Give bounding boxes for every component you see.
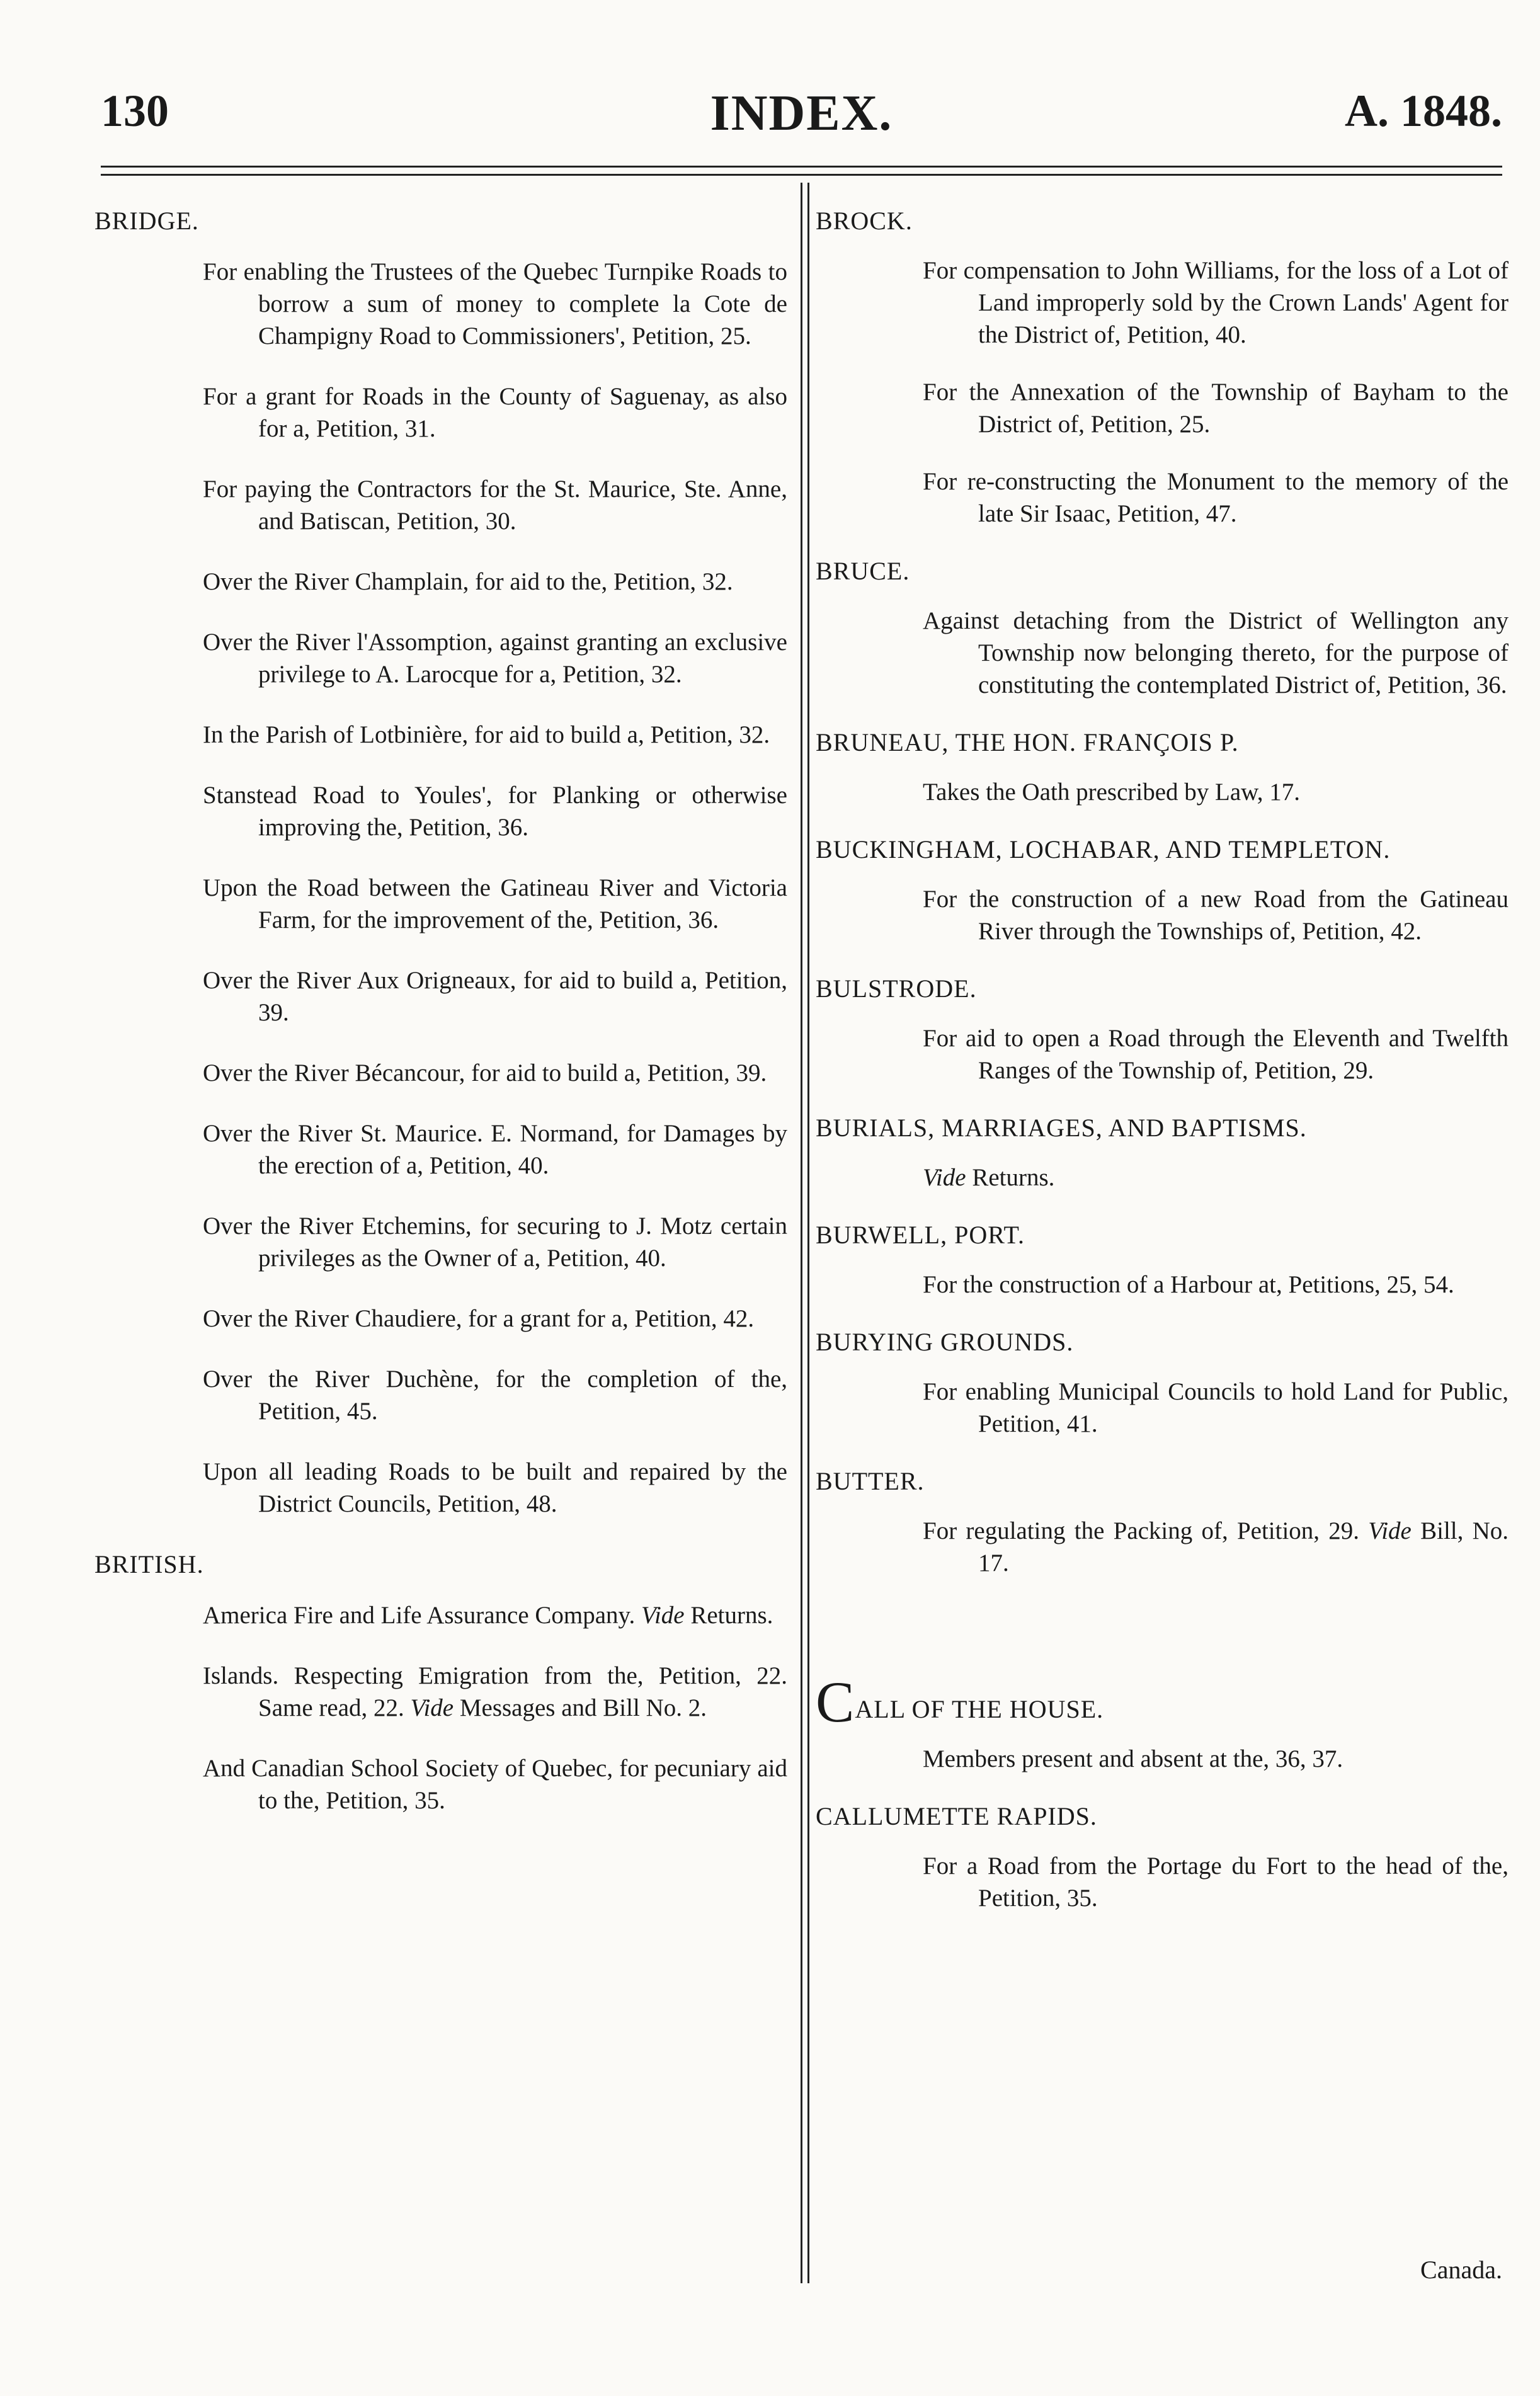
header-rule-bottom	[101, 174, 1502, 176]
heading-text: BRUCE.	[816, 557, 910, 585]
index-entry: For a grant for Roads in the County of Saguenay, as also for a, Petition, 31.	[203, 383, 787, 442]
index-entry: For the construction of a Harbour at, Petitions, 25, 54.	[923, 1271, 1454, 1298]
index-heading	[816, 205, 1509, 237]
page-number: 130	[101, 86, 169, 136]
index-heading	[816, 1800, 1509, 1832]
vide-reference: Vide	[1368, 1517, 1412, 1544]
index-entry: And Canadian School Society of Quebec, for pecuniary aid to the, Petition, 35.	[203, 1755, 787, 1814]
header-rule-top	[101, 166, 1502, 168]
index-entry: Upon the Road between the Gatineau River and Victoria Farm, for the improvement of the, Petition, 36.	[203, 874, 787, 933]
entry-text: For regulating the Packing of, Petition, 29.	[923, 1517, 1360, 1544]
catchword: Canada.	[1420, 2256, 1502, 2284]
index-entry	[923, 1515, 1509, 1579]
index-heading	[94, 205, 787, 237]
index-entry: For enabling the Trustees of the Quebec Turnpike Roads to borrow a sum of money to complete la Cote de Champigny Road to Commissioners', Petition, 25.	[203, 258, 787, 350]
index-heading	[816, 1326, 1509, 1358]
index-entry: Upon all leading Roads to be built and repaired by the District Councils, Petition, 48.	[203, 1458, 787, 1517]
heading-text: BUCKINGHAM, LOCHABAR, AND TEMPLETON.	[816, 835, 1391, 864]
index-heading	[816, 833, 1509, 865]
entry-text-after: Returns.	[690, 1602, 773, 1629]
column-divider-left	[801, 183, 802, 2283]
index-heading	[816, 1112, 1509, 1144]
index-entry	[203, 1660, 787, 1724]
index-entry: For paying the Contractors for the St. Maurice, Ste. Anne, and Batiscan, Petition, 30.	[203, 476, 787, 535]
index-entry: In the Parish of Lotbinière, for aid to build a, Petition, 32.	[203, 721, 770, 748]
heading-text: BURYING GROUNDS.	[816, 1328, 1074, 1356]
index-entry	[203, 1599, 787, 1631]
page-year: A. 1848.	[1345, 86, 1502, 136]
heading-text: BROCK.	[816, 207, 913, 235]
index-heading	[816, 726, 1509, 758]
index-entry: Over the River St. Maurice. E. Normand, for Damages by the erection of a, Petition, 40.	[203, 1120, 787, 1179]
index-entry	[923, 1161, 1509, 1194]
index-entry: For the construction of a new Road from the Gatineau River through the Townships of, Petition, 42.	[923, 886, 1509, 945]
index-entry: Over the River Chaudiere, for a grant for a, Petition, 42.	[203, 1305, 755, 1332]
index-entry: For the Annexation of the Township of Bayham to the District of, Petition, 25.	[923, 379, 1509, 438]
index-heading	[816, 1465, 1509, 1497]
heading-dropcap: C	[816, 1670, 855, 1734]
index-heading	[816, 555, 1509, 587]
entry-text-after: Bill, No. 17.	[978, 1517, 1509, 1577]
index-entry: For re-constructing the Monument to the memory of the late Sir Isaac, Petition, 47.	[923, 468, 1509, 527]
index-entry: For compensation to John Williams, for the loss of a Lot of Land improperly sold by the Crown Lands' Agent for the District of, Petition, 40.	[923, 257, 1509, 348]
vide-reference: Vide	[641, 1602, 685, 1629]
left-column	[94, 205, 787, 1845]
index-entry: For enabling Municipal Councils to hold Land for Public, Petition, 41.	[923, 1378, 1509, 1437]
index-heading	[816, 1219, 1509, 1251]
entry-text: America Fire and Life Assurance Company.	[203, 1602, 636, 1629]
heading-text: BURWELL, PORT.	[816, 1221, 1025, 1249]
index-entry: For a Road from the Portage du Fort to the head of the, Petition, 35.	[923, 1852, 1509, 1912]
vide-reference: Vide	[923, 1164, 966, 1191]
index-entry: Over the River Etchemins, for securing to J. Motz certain privileges as the Owner of a, Petition, 40.	[203, 1212, 787, 1272]
page-title: INDEX.	[710, 86, 893, 141]
index-entry: Over the River l'Assomption, against granting an exclusive privilege to A. Larocque for a, Petition, 32.	[203, 629, 787, 688]
index-heading	[816, 1670, 1509, 1734]
heading-text: BRUNEAU, THE HON. FRANÇOIS P.	[816, 728, 1239, 756]
index-entry: Takes the Oath prescribed by Law, 17.	[923, 779, 1301, 806]
column-divider-right	[807, 183, 809, 2283]
heading-text: ALL OF THE HOUSE.	[855, 1695, 1104, 1723]
index-entry: Stanstead Road to Youles', for Planking or otherwise improving the, Petition, 36.	[203, 782, 787, 841]
vide-reference: Vide	[410, 1694, 454, 1721]
index-entry: Members present and absent at the, 36, 37.	[923, 1745, 1343, 1772]
page-header	[101, 85, 1502, 142]
index-heading	[816, 973, 1509, 1005]
index-entry: Over the River Champlain, for aid to the, Petition, 32.	[203, 568, 733, 595]
index-entry: Over the River Duchène, for the completion of the, Petition, 45.	[203, 1366, 787, 1425]
heading-text: BRIDGE.	[94, 207, 199, 235]
entry-text-after: Returns.	[972, 1164, 1055, 1191]
index-entry: Over the River Bécancour, for aid to build a, Petition, 39.	[203, 1059, 767, 1087]
entry-text-after: Messages and Bill No. 2.	[459, 1694, 707, 1721]
index-entry: For aid to open a Road through the Eleventh and Twelfth Ranges of the Township of, Petition, 29.	[923, 1025, 1509, 1084]
index-entry: Over the River Aux Origneaux, for aid to build a, Petition, 39.	[203, 967, 787, 1026]
entry-text: Islands. Respecting Emigration from the, Petition, 22. Same read, 22.	[203, 1662, 787, 1721]
right-column	[816, 205, 1509, 1939]
heading-text: CALLUMETTE RAPIDS.	[816, 1802, 1097, 1830]
heading-text: BURIALS, MARRIAGES, AND BAPTISMS.	[816, 1114, 1307, 1142]
index-heading	[94, 1548, 787, 1580]
heading-text: BUTTER.	[816, 1467, 925, 1495]
heading-text: BRITISH.	[94, 1550, 204, 1578]
heading-text: BULSTRODE.	[816, 974, 977, 1003]
index-entry: Against detaching from the District of Wellington any Township now belonging thereto, for the purpose of constituting the contemplated District of, Petition, 36.	[923, 607, 1509, 699]
